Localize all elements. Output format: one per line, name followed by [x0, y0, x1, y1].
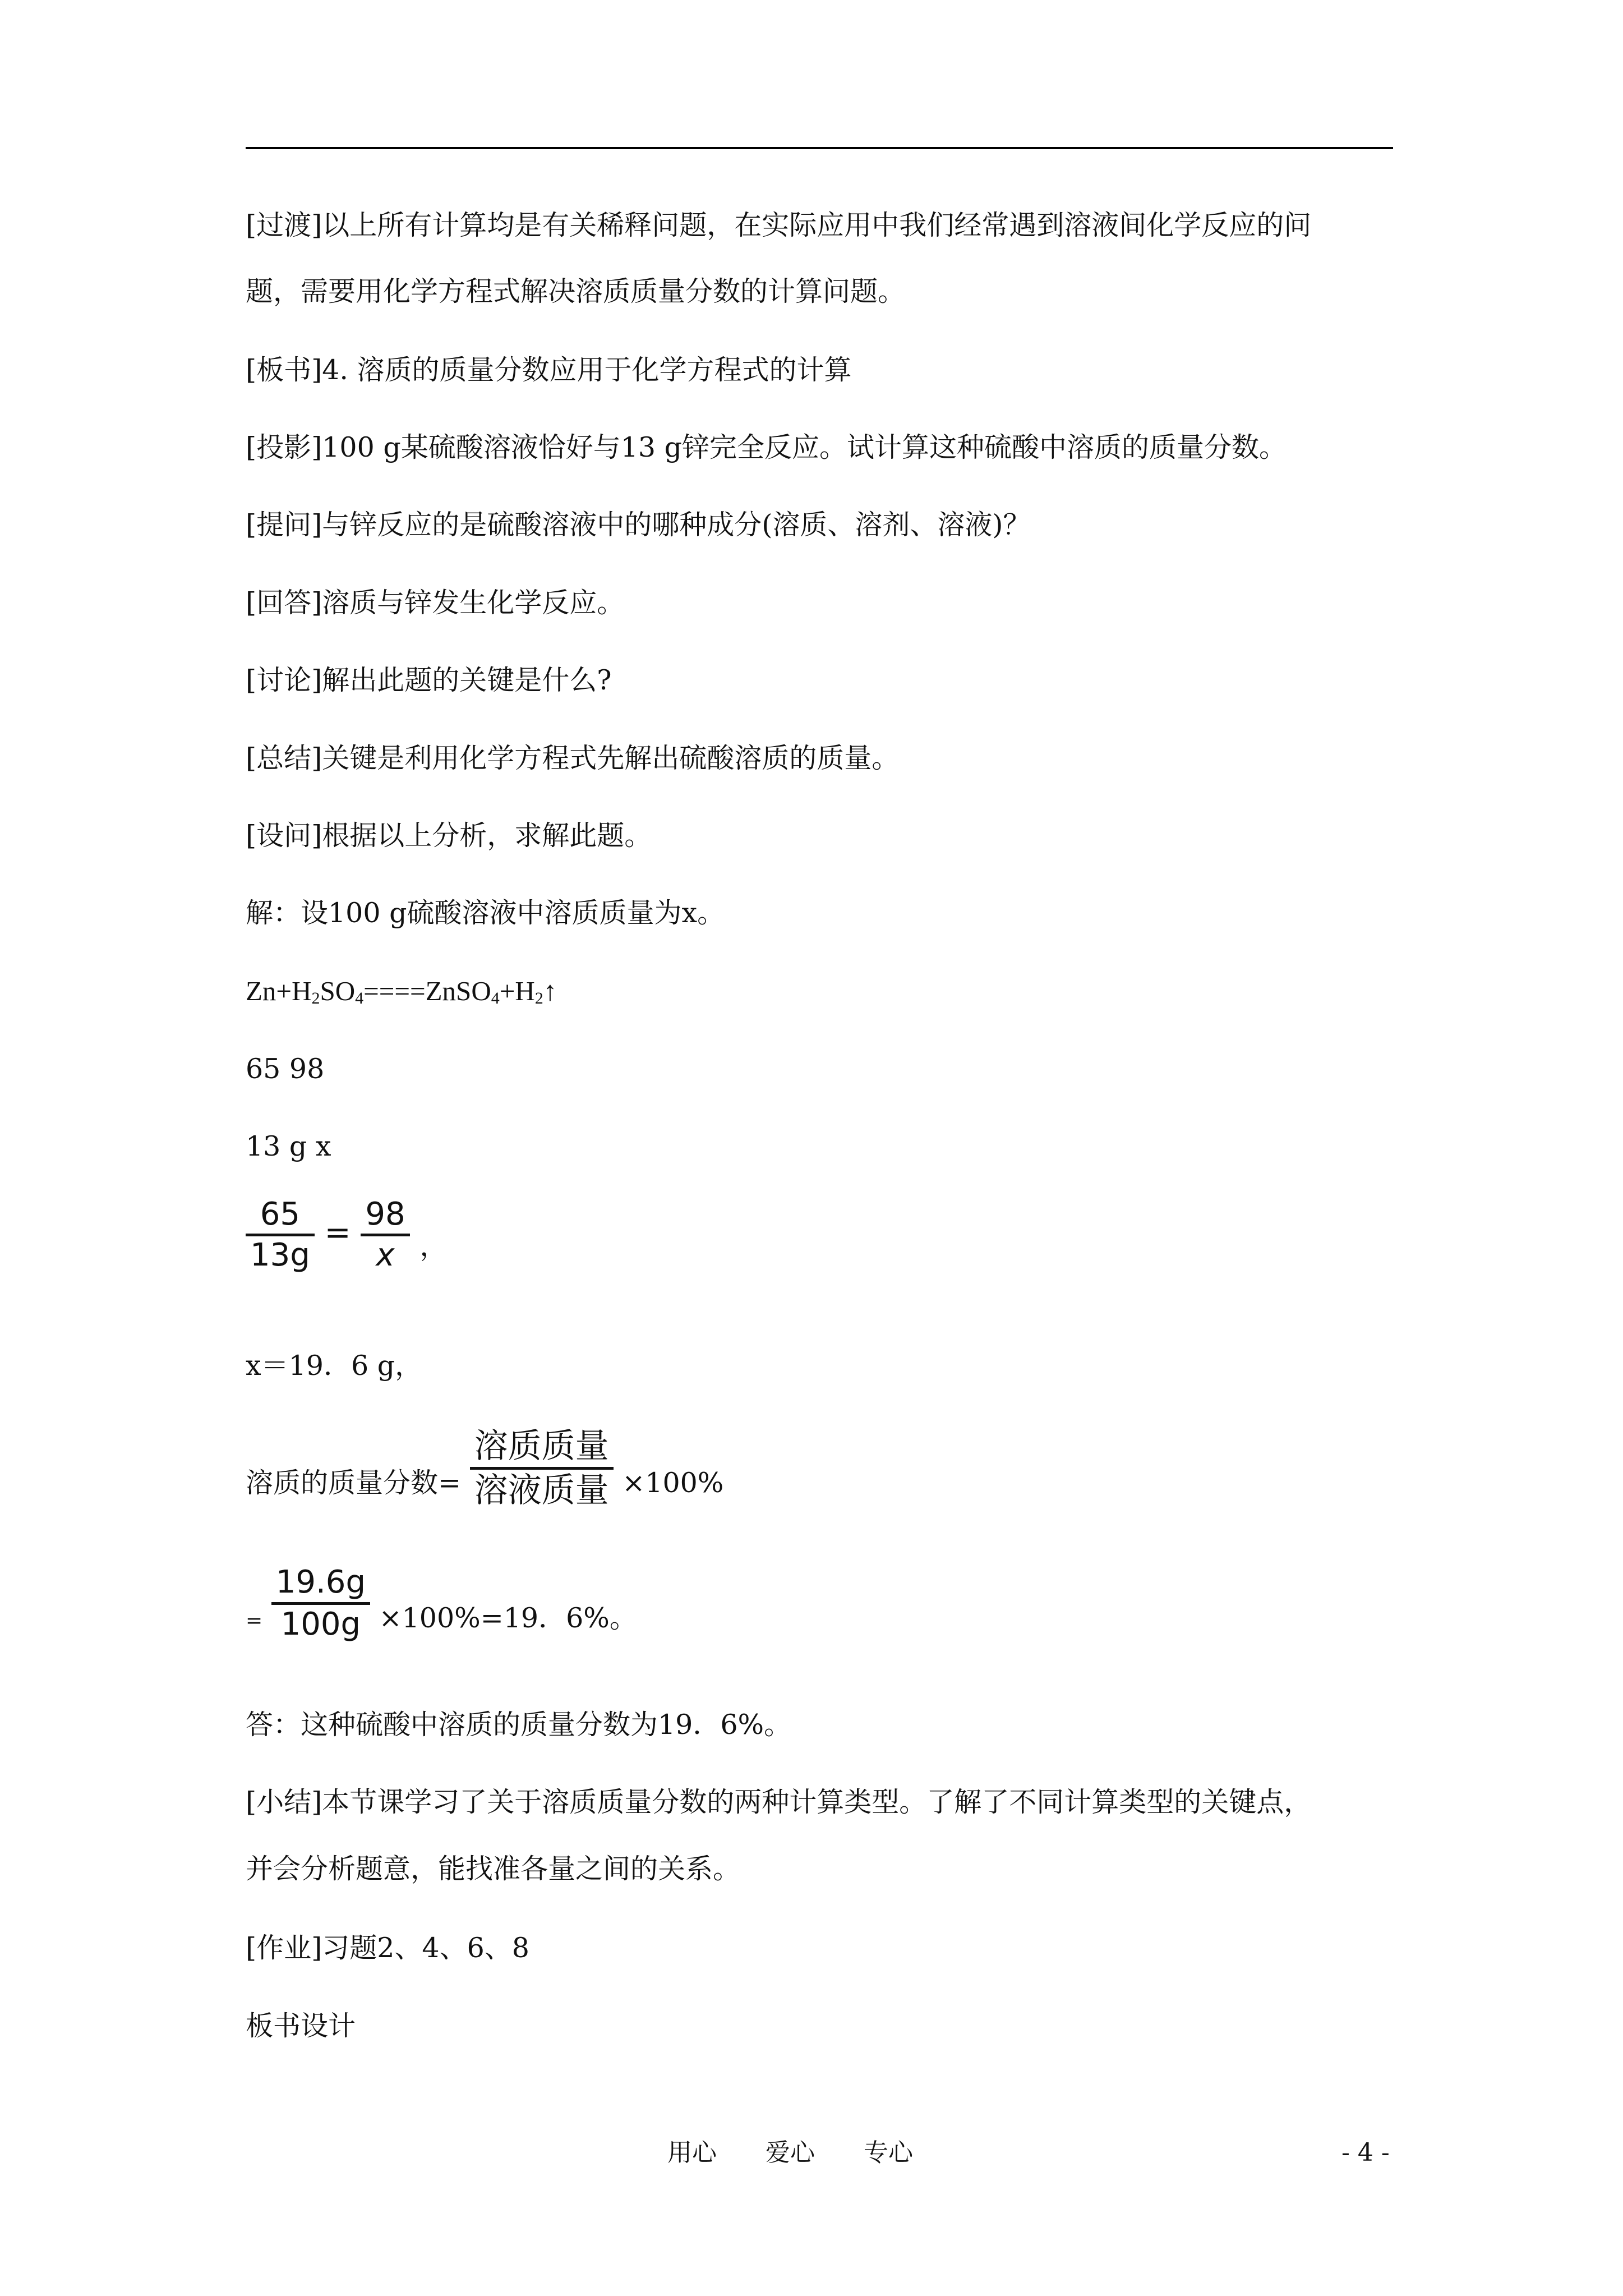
- prompt-line: [设问]根据以上分析，求解此题。: [246, 820, 652, 852]
- header-rule: [246, 147, 1393, 149]
- transition-paragraph-line1: [过渡]以上所有计算均是有关稀释问题，在实际应用中我们经常遇到溶液间化学反应的问: [246, 209, 1312, 241]
- summary-line: [总结]关键是利用化学方程式先解出硫酸溶质的质量。: [246, 742, 900, 774]
- answer-line: [回答]溶质与锌发生化学反应。: [246, 587, 625, 619]
- calc-fraction: 19.6g 100g: [271, 1565, 370, 1642]
- discussion-line: [讨论]解出此题的关键是什么?: [246, 664, 612, 696]
- solution-setup: 解：设100 g硫酸溶液中溶质质量为x。: [246, 897, 725, 929]
- x-result: x＝19．6 g，: [246, 1350, 423, 1382]
- footer-motto-3: 专心: [864, 2138, 913, 2167]
- blackboard-heading: [板书]4. 溶质的质量分数应用于化学方程式的计算: [246, 354, 852, 386]
- page-number: - 4 -: [1341, 2138, 1390, 2167]
- blackboard-design-heading: 板书设计: [246, 2010, 356, 2042]
- projection-problem: [投影]100 g某硫酸溶液恰好与13 g锌完全反应。试计算这种硫酸中溶质的质量分数。: [246, 431, 1287, 463]
- transition-paragraph-line2: 题，需要用化学方程式解决溶质质量分数的计算问题。: [246, 275, 906, 307]
- footer-motto-1: 用心: [667, 2138, 717, 2167]
- chemical-equation: $Zn+H_2SO_4====ZnSO_4+H_2↑$: [246, 976, 557, 1007]
- formula-fraction: 溶质质量 溶液质量: [470, 1428, 614, 1509]
- question-line: [提问]与锌反应的是硫酸溶液中的哪种成分(溶质、溶剂、溶液)？: [246, 509, 1031, 541]
- ratio-fraction-right: 98 x: [361, 1198, 409, 1272]
- calculation-line: $_=$ 19.6g 100g ×100%=19．6%。: [246, 1564, 637, 1642]
- ratio-fraction-left: 65 13g: [246, 1198, 315, 1272]
- lesson-summary-line1: [小结]本节课学习了关于溶质质量分数的两种计算类型。了解了不同计算类型的关键点，: [246, 1786, 1312, 1818]
- lesson-summary-line2: 并会分析题意，能找准各量之间的关系。: [246, 1853, 741, 1885]
- footer-motto-2: 爱心: [766, 2138, 815, 2167]
- mass-fraction-formula: 溶质的质量分数= 溶质质量 溶液质量 ×100%: [246, 1427, 724, 1510]
- homework-line: [作业]习题2、4、6、8: [246, 1932, 529, 1964]
- ratio-equation: 65 13g = 98 x ，: [246, 1198, 447, 1272]
- gas-arrow-icon: ↑: [543, 976, 557, 1006]
- mass-line: 13 g x: [246, 1130, 331, 1162]
- final-answer: 答：这种硫酸中溶质的质量分数为19．6%。: [246, 1709, 792, 1741]
- molar-mass-line: 65 98: [246, 1053, 325, 1085]
